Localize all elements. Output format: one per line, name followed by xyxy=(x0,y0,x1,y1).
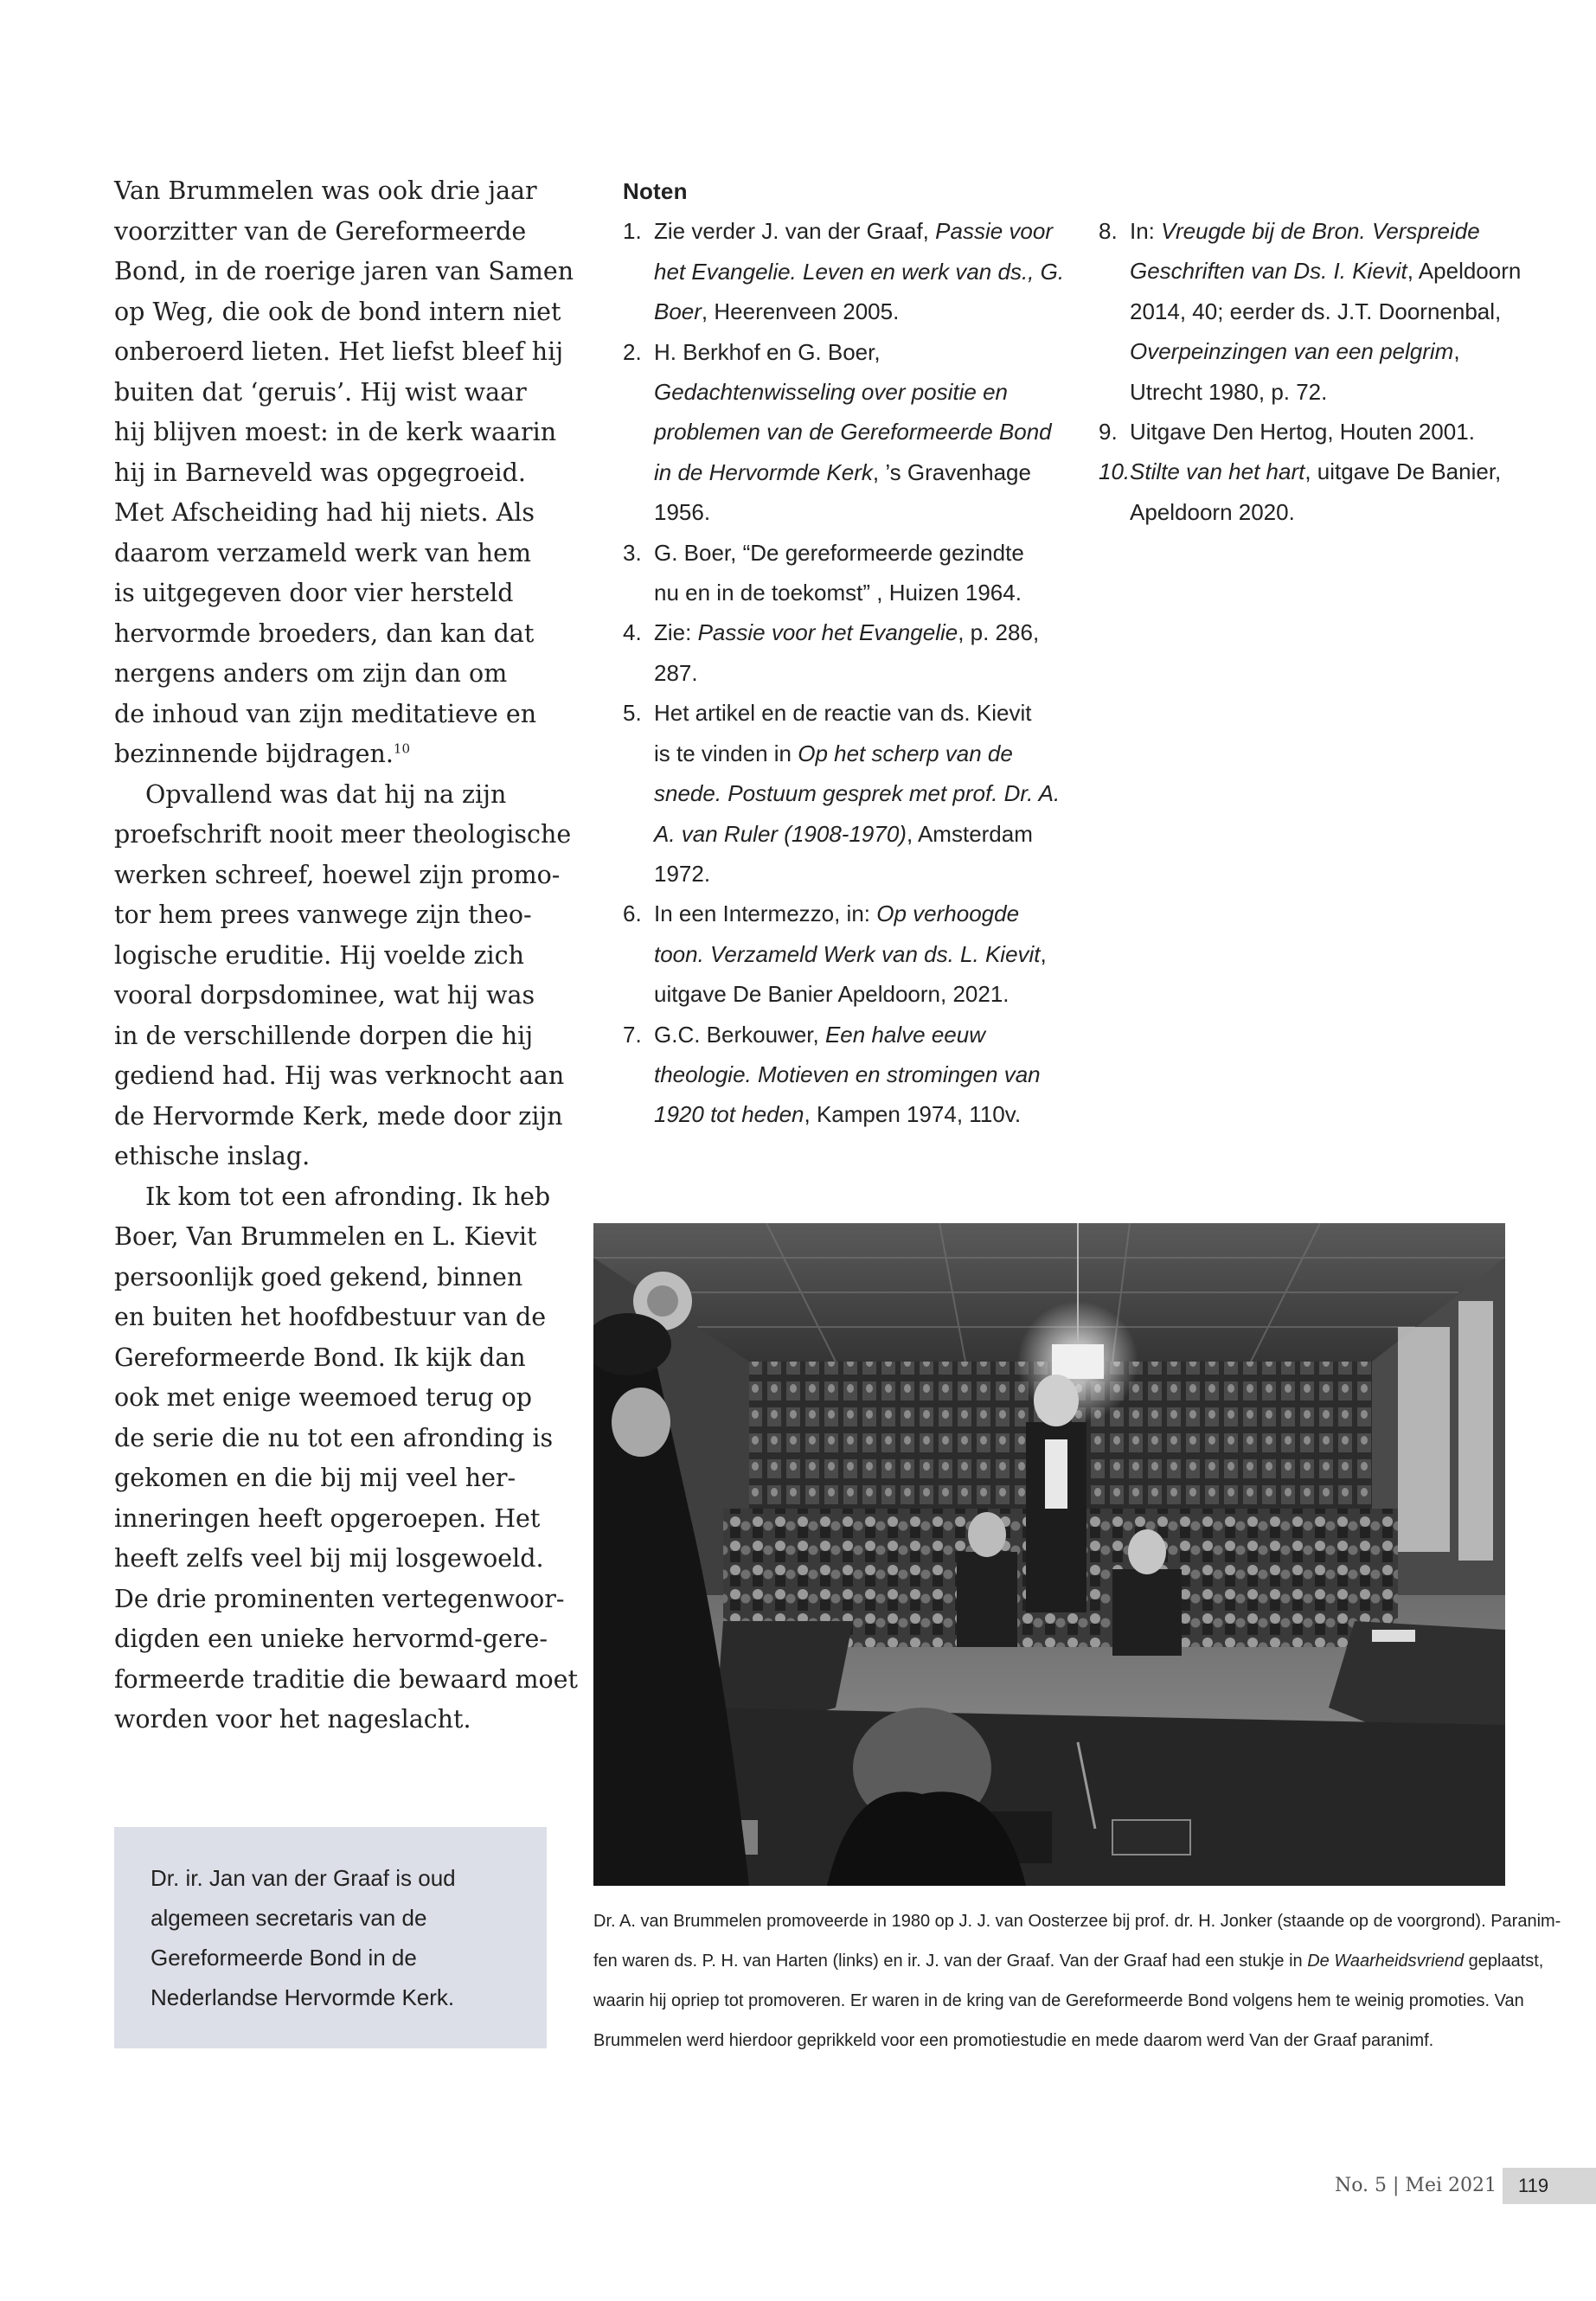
note-2: 2. H. Berkhof en G. Boer, Gedachtenwisseling over positie en problemen van de Gereformeerde Bond in de Hervormde Kerk, ’s Gravenhage 1956. xyxy=(623,338,1052,526)
footnote-ref-10[interactable]: 10 xyxy=(393,740,411,757)
paragraph-3: Ik kom tot een afronding. Ik heb Boer, Van Brummelen en L. Kievit persoonlijk goed gekend, binnen en buiten het hoofdbestuur van de Gereformeerde Bond. Ik kijk dan ook met enige weemoed terug op de serie die nu tot een afronding is gekomen en die bij mij veel her- inneringen heeft opgeroepen. Het heeft zelfs veel bij mij losgewoeld. De drie prominenten vertegenwoor- digden een unieke hervormd-gere- formeerde traditie die bewaard moet worden voor het nageslacht. xyxy=(114,1182,579,1734)
note-3: 3. G. Boer, “De gereformeerde gezindte nu en in de toekomst” , Huizen 1964. xyxy=(623,539,1024,606)
ceremony-photo xyxy=(593,1223,1505,1886)
page-footer xyxy=(1298,2168,1596,2204)
note-8: 8. In: Vreugde bij de Bron. Verspreide Geschriften van Ds. I. Kievit, Apeldoorn 2014, 40; eerder ds. J.T. Doornenbal, Overpeinzingen van een pelgrim, Utrecht 1980, p. 72. xyxy=(1099,218,1522,405)
note-7: 7. G.C. Berkouwer, Een halve eeuw theologie. Motieven en stromingen van 1920 tot heden, Kampen 1974, 110v. xyxy=(623,1021,1041,1128)
note-4: 4. Zie: Passie voor het Evangelie, p. 286, 287. xyxy=(623,619,1040,686)
photo-caption: Dr. A. van Brummelen promoveerde in 1980 op J. J. van Oosterzee bij prof. dr. H. Jonker (staande op de voorgrond). Paranim- fen waren ds. P. H. van Harten (links) en ir. J. van der Graaf. Van der Graaf had een stukje in De Waarheidsvriend geplaatst, waarin hij opriep tot promoveren. Er waren in de kring van de Gereformeerde Bond volgens hem te weinig promoties. Van Brummelen werd hierdoor geprikkeld voor een promotiestudie en mede daarom werd Van der Graaf paranimf. xyxy=(593,1912,1561,2050)
issue-label: No. 5 | Mei 2021 xyxy=(1334,2175,1497,2196)
note-6: 6. In een Intermezzo, in: Op verhoogde toon. Verzameld Werk van ds. L. Kievit, uitgave De Banier Apeldoorn, 2021. xyxy=(623,901,1047,1008)
notes-title: Noten xyxy=(623,178,688,204)
author-bio-text: Dr. ir. Jan van der Graaf is oud algemeen secretaris van de Gereformeerde Bond in de Nederlandse Hervormde Kerk. xyxy=(151,1865,456,2010)
article-body xyxy=(114,171,579,1740)
note-1: 1. Zie verder J. van der Graaf, Passie voor het Evangelie. Leven en werk van ds., G. Boer, Heerenveen 2005. xyxy=(623,218,1065,325)
notes-column-2 xyxy=(1099,211,1531,532)
notes-column-1 xyxy=(623,171,1065,1135)
note-5: 5. Het artikel en de reactie van ds. Kievit is te vinden in Op het scherp van de snede. Postuum gesprek met prof. Dr. A. A. van Ruler (1908-1970), Amsterdam 1972. xyxy=(623,700,1061,887)
paragraph-1: Van Brummelen was ook drie jaar voorzitter van de Gereformeerde Bond, in de roerige jaren van Samen op Weg, die ook de bond intern niet onberoerd lieten. Het liefst bleef hij buiten dat ‘geruis’. Hij wist waar hij blijven moest: in de kerk waarin hij in Barneveld was opgegroeid. Met Afscheiding had hij niets. Als daarom verzameld werk van hem is uitgegeven door vier hersteld hervormde broeders, dan kan dat nergens anders om zijn dan om de inhoud van zijn meditatieve en bezinnende bijdragen.$^{10}$ xyxy=(114,176,574,768)
paragraph-2: Opvallend was dat hij na zijn proefschrift nooit meer theologische werken schreef, hoewel zijn promo- tor hem prees vanwege zijn theo- logische eruditie. Hij voelde zich vooral dorpsdominee, wat hij was in de verschillende dorpen die hij gediend had. Hij was verknocht aan de Hervormde Kerk, mede door zijn ethische inslag. xyxy=(114,779,572,1170)
note-9: 9. Uitgave Den Hertog, Houten 2001. xyxy=(1099,419,1475,445)
ceremony-photo-drawing xyxy=(593,1223,1505,1886)
page-number: 119 xyxy=(1518,2175,1549,2196)
author-bio-box xyxy=(114,1827,547,2048)
page-number-box xyxy=(1503,2168,1596,2204)
note-10: 10. Stilte van het hart, uitgave De Banier, Apeldoorn 2020. xyxy=(1099,458,1502,525)
paragraph-1-last-line: bezinnende bijdragen. xyxy=(114,740,394,768)
